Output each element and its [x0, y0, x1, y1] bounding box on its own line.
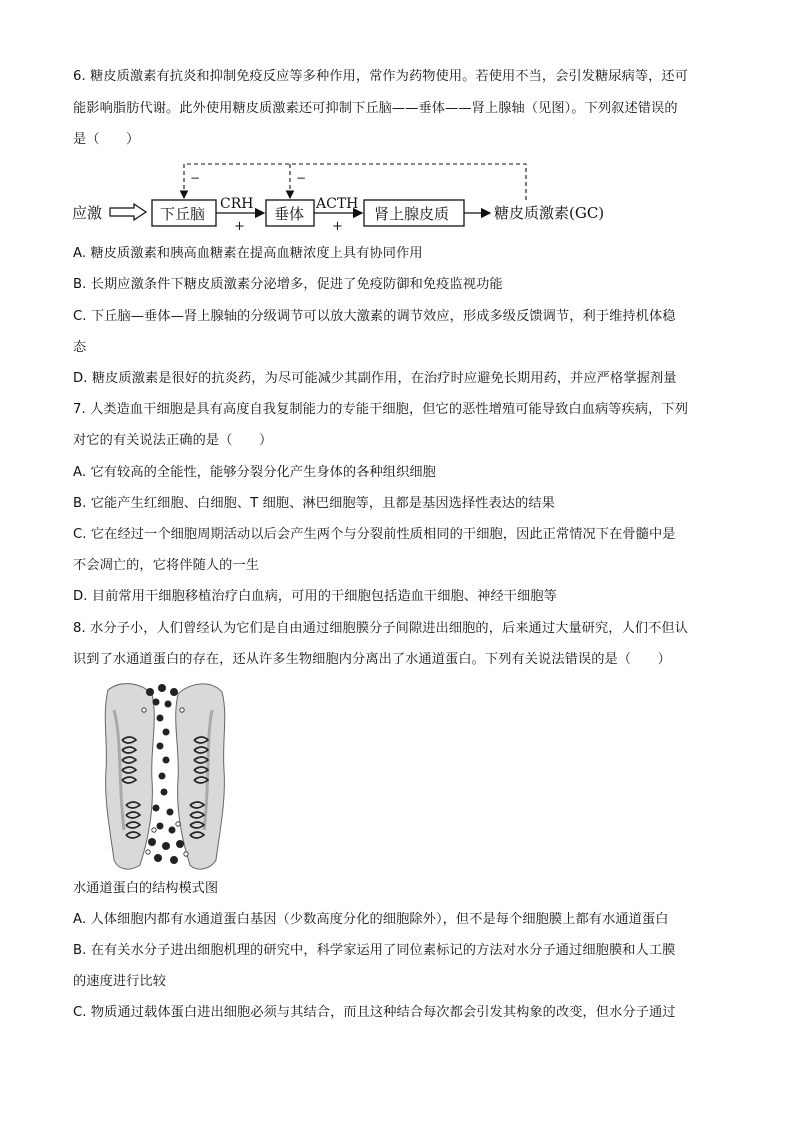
feedback-to-hypothalamus	[184, 164, 526, 200]
crh-label: CRH	[220, 196, 254, 212]
q7-stem-line-1: 7. 人类造血干细胞是具有高度自我复制能力的专能干细胞，但它的恶性增殖可能导致白血病等疾病，下列	[73, 402, 689, 417]
figure-caption: 水通道蛋白的结构模式图	[73, 881, 219, 896]
aquaporin-structure-image	[100, 680, 230, 875]
q6-stem-line-3: 是（ ）	[73, 132, 140, 147]
q7-option-a: A. 它有较高的全能性，能够分裂分化产生身体的各种组织细胞	[73, 465, 436, 480]
q7-stem-line-2: 对它的有关说法正确的是（ ）	[73, 433, 273, 448]
q8-option-b: B. 在有关水分子进出细胞机理的研究中，科学家运用了同位素标记的方法对水分子通过细胞膜和人工膜	[73, 943, 676, 958]
q8-option-a: A. 人体细胞内都有水通道蛋白基因（少数高度分化的细胞除外），但不是每个细胞膜上都有水通道蛋白	[73, 912, 669, 927]
hpa-axis-diagram	[70, 160, 630, 240]
gc-label: 糖皮质激素(GC)	[494, 204, 605, 222]
q6-stem-line-2: 能影响脂肪代谢。此外使用糖皮质激素还可抑制下丘脑——垂体——肾上腺轴（见图）。下列叙述错误的	[73, 101, 678, 116]
acth-label: ACTH	[316, 196, 359, 212]
q7-option-b: B. 它能产生红细胞、白细胞、T 细胞、淋巴细胞等，且都是基因选择性表达的结果	[73, 496, 555, 511]
feedback-minus-2: −	[296, 171, 307, 185]
acth-plus-sign: +	[332, 219, 343, 234]
q6-option-c-cont: 态	[73, 340, 87, 355]
stimulus-arrow	[110, 204, 146, 220]
q8-stem-line-2: 识到了水通道蛋白的存在，还从许多生物细胞内分离出了水通道蛋白。下列有关说法错误的是（ ）	[73, 652, 671, 667]
q8-option-b-cont: 的速度进行比较	[73, 974, 167, 989]
crh-plus-sign: +	[234, 219, 245, 234]
hypothalamus-label: 下丘脑	[160, 205, 206, 223]
q6-option-c: C. 下丘脑—垂体—肾上腺轴的分级调节可以放大激素的调节效应，形成多级反馈调节，利于维持机体稳	[73, 309, 676, 324]
q8-stem-line-1: 8. 水分子小，人们曾经认为它们是自由通过细胞膜分子间隙进出细胞的，后来通过大量研究，人们不但认	[73, 621, 689, 636]
q6-option-a: A. 糖皮质激素和胰高血糖素在提高血糖浓度上具有协同作用	[73, 246, 423, 261]
q7-option-c: C. 它在经过一个细胞周期活动以后会产生两个与分裂前性质相同的干细胞，因此正常情况下在骨髓中是	[73, 527, 676, 542]
stimulus-label: 应激	[72, 204, 103, 222]
q6-option-b: B. 长期应激条件下糖皮质激素分泌增多，促进了免疫防御和免疫监视功能	[73, 277, 503, 292]
pituitary-label: 垂体	[274, 205, 305, 223]
feedback-minus-1: −	[190, 171, 201, 185]
adrenal-cortex-label: 肾上腺皮质	[374, 205, 450, 223]
q6-stem-line-1: 6. 糖皮质激素有抗炎和抑制免疫反应等多种作用，常作为药物使用。若使用不当，会引发糖尿病等，还可	[73, 69, 689, 84]
q7-option-d: D. 目前常用干细胞移植治疗白血病，可用的干细胞包括造血干细胞、神经干细胞等	[73, 589, 557, 604]
q8-option-c: C. 物质通过载体蛋白进出细胞必须与其结合，而且这种结合每次都会引发其构象的改变，但水分子通过	[73, 1005, 676, 1020]
q7-option-c-cont: 不会凋亡的，它将伴随人的一生	[73, 558, 260, 573]
q6-option-d: D. 糖皮质激素是很好的抗炎药，为尽可能减少其副作用，在治疗时应避免长期用药，并应严格掌握剂量	[73, 371, 677, 386]
